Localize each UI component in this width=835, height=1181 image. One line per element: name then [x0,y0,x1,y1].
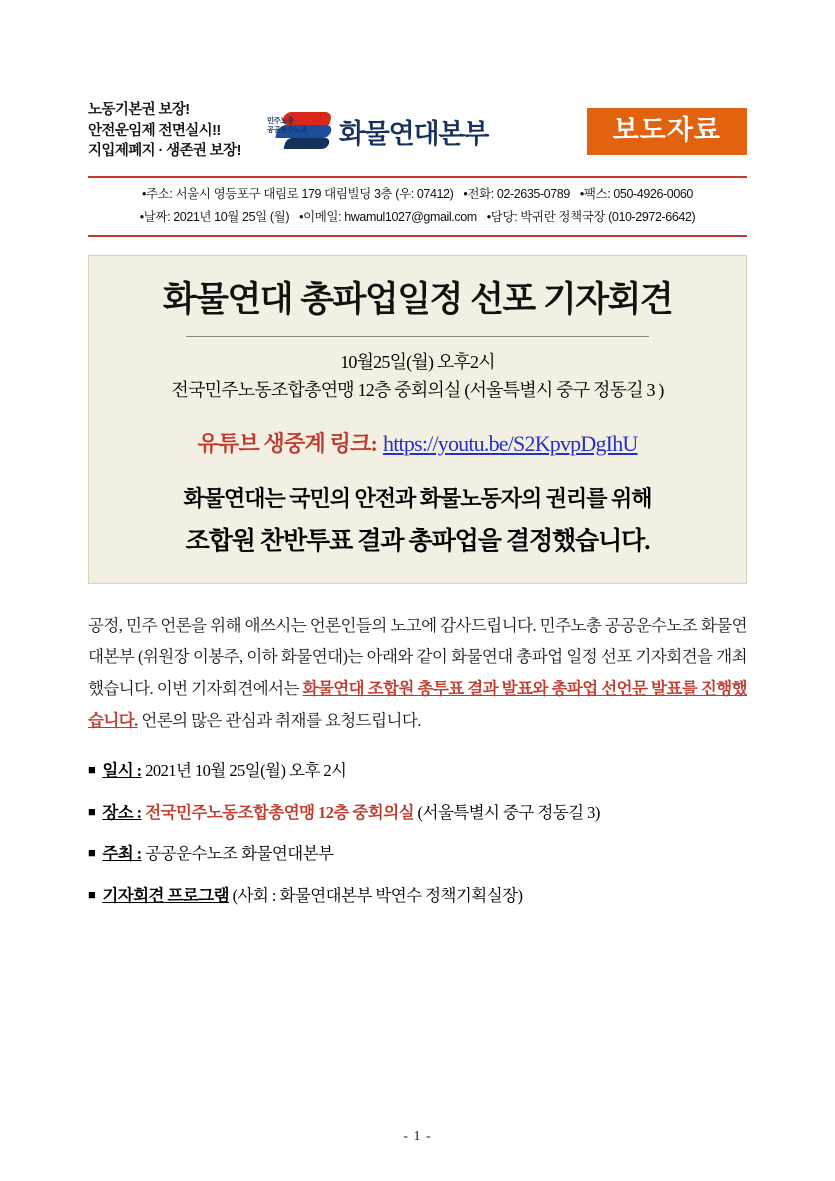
contact-person: •담당: 박귀란 정책국장 (010-2972-6642) [486,210,696,225]
masthead [88,0,747,166]
union-mark-line-1: 민주노총 [266,116,294,125]
title-box [88,255,747,584]
slogan-line-1: 노동기본권 보장! [88,102,190,119]
contact-date: •날짜: 2021년 10월 25일 (월) [139,210,290,225]
contact-rule-bottom [88,235,747,237]
detail-key-program: 기자회견 프로그램 [102,885,229,905]
union-mark-label [267,116,307,135]
contact-phone: •전화: 02-2635-0789 [463,187,570,201]
body-paragraph [88,610,747,737]
detail-value-datetime: 2021년 10월 25일(월) 오후 2시 [141,761,347,781]
organization-logo [267,108,488,154]
page-title: 화물연대 총파업일정 선포 기자회견 [162,280,673,320]
body-paragraph-part-1: 공정, 민주 언론을 위해 애쓰시는 언론인들의 노고에 감사드립니다. 민주노총 공공운수노조 화물연대본부 (위원장 이봉주, 이하 화물연대)는 아래와 같이 화물연대 총파업 일정 선포 기자회견을 개최했습니다. 이번 기자회견에서는 [88,615,747,699]
press-release-badge: 보도자료 [587,108,747,155]
slogan-line-3: 지입제폐지 · 생존권 보장! [88,143,241,160]
list-item [88,841,747,867]
detail-key-host: 주최 : [102,844,142,864]
union-swoosh-icon [267,108,333,154]
contact-info [88,178,747,235]
body-paragraph-highlight: 화물연대 조합원 총투표 결과 발표와 총파업 선언문 발표를 진행했습니다. [88,679,748,730]
contact-line-1 [88,183,747,206]
detail-value-program: (사회 : 화물연대본부 박연수 정책기획실장) [229,885,523,905]
square-bullet-icon: ■ [88,845,96,861]
detail-key-datetime: 일시 : [102,761,142,781]
headline-line-1: 화물연대는 국민의 안전과 화물노동자의 권리를 위해 [183,485,652,511]
contact-address: •주소: 서울시 영등포구 대림로 179 대림빌딩 3층 (우: 07412) [142,187,454,201]
detail-value-place-suffix: (서울특별시 중구 정동길 3) [413,802,600,822]
title-divider [186,336,649,337]
square-bullet-icon: ■ [88,803,96,819]
event-datetime: 10월25일(월) 오후2시 [340,352,495,372]
live-stream-line [105,427,730,458]
live-stream-link[interactable]: https://youtu.be/S2KpvpDgIhU [383,430,638,456]
detail-value-host: 공공운수노조 화물연대본부 [141,844,334,864]
contact-email: •이메일: hwamul1027@gmail.com [299,210,477,225]
slogan-line-2: 안전운임제 전면실시!! [88,122,221,139]
swoosh-dark-shape [283,138,330,149]
square-bullet-icon: ■ [88,886,96,902]
headline-line-2: 조합원 찬반투표 결과 총파업을 결정했습니다. [185,527,650,555]
union-mark-line-2: 공공운수노조 [266,125,308,135]
detail-key-place: 장소 : [102,802,142,822]
list-item [88,883,747,909]
detail-value-place-highlight: 전국민주노동조합총연맹 12층 중회의실 [145,802,414,822]
event-details-list [88,758,747,909]
event-place: 전국민주노동조합총연맹 12층 중회의실 (서울특별시 중구 정동길 3 ) [171,379,664,400]
logo-wordmark: 화물연대본부 [338,118,489,149]
list-item [88,758,747,784]
body-paragraph-part-2: 언론의 많은 관심과 취재를 요청드립니다. [137,710,421,730]
slogan-block [88,100,241,162]
contact-line-2 [88,206,747,229]
contact-fax: •팩스: 050-4926-0060 [579,187,693,201]
list-item [88,800,747,826]
page-number: - 1 - [403,1129,432,1144]
live-stream-label: 유튜브 생중계 링크: [197,430,378,456]
square-bullet-icon: ■ [88,762,96,778]
